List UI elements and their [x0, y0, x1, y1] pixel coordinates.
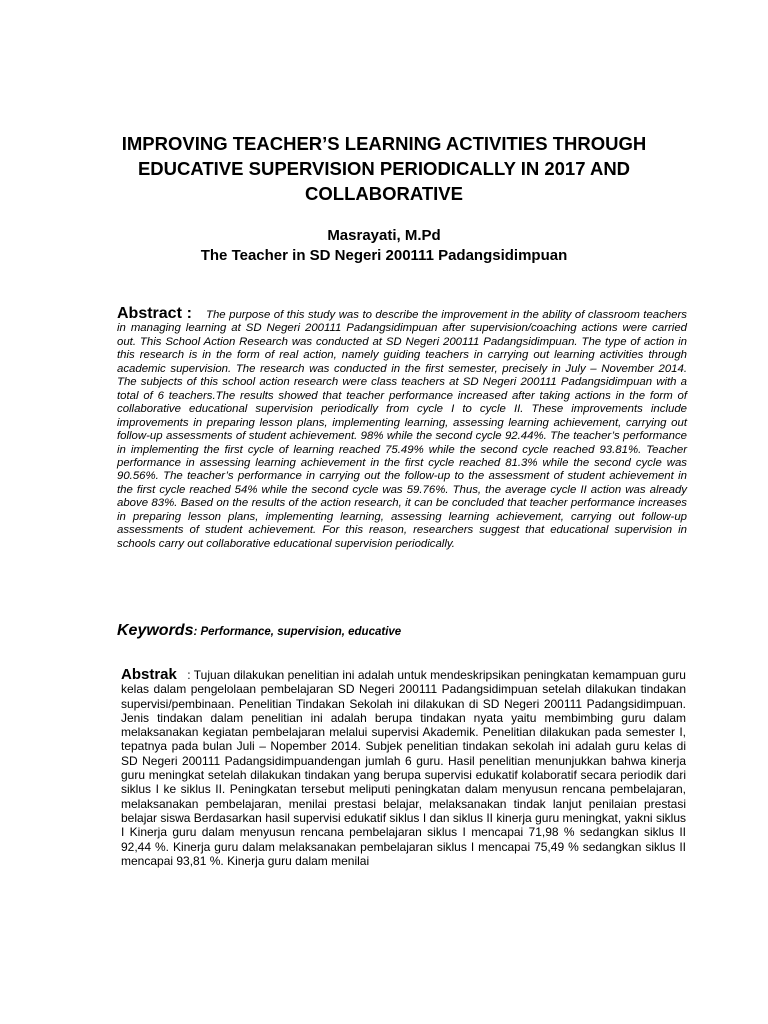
author-block: [60, 226, 708, 266]
abstract-english-heading: Abstract :: [117, 305, 193, 322]
abstract-indonesian: [121, 668, 686, 868]
keywords-heading: Keywords: [117, 622, 194, 639]
abstract-english: [117, 307, 687, 551]
title-line-2: EDUCATIVE SUPERVISION PERIODICALLY IN 2017 AND: [137, 158, 631, 179]
author-affiliation: The Teacher in SD Negeri 200111 Padangsidimpuan: [200, 247, 568, 264]
abstract-english-body: The purpose of this study was to describe the improvement in the ability of classroom teachers in managing learning at SD Negeri 200111 Padangsidimpuan after supervision/coaching actions were carried out. This School Action Research was conducted at SD Negeri 200111 Padangsidimpuan. The type of action in this research is in the form of real action, namely guiding teachers in carrying out learning activities through academic supervision. The research was conducted in the first semester, precisely in July – November 2014. The subjects of this school action research were class teachers at SD Negeri 200111 Padangsidimpuan with a total of 6 teachers.The results showed that teacher performance increased after taking actions in the form of collaborative educational supervision periodically from cycle I to cycle II. These improvements include improvements in preparing lesson plans, implementing learning, assessing learning achievement, carrying out follow-up assessments of student achievement. 98% while the second cycle 92.44%. The teacher’s performance in implementing the first cycle of learning reached 75.49% while the second cycle reached 93.81%. Teacher performance in assessing learning achievement in the first cycle reached 81.3% while the second cycle was 90.56%. The teacher’s performance in carrying out the follow-up to the assessment of student achievement in the first cycle reached 54% while the second cycle was 59.76%. Thus, the average cycle II action was already above 83%. Based on the results of the action research, it can be concluded that teacher performance increases in preparing lesson plans, implementing learning, assessing learning achievement, carrying out follow-up assessments of student achievement. For this reason, researchers suggest that educational supervision in schools carry out collaborative educational supervision periodically.: [117, 309, 687, 550]
abstract-indonesian-heading: Abstrak: [121, 666, 177, 683]
author-name: Masrayati, M.Pd: [327, 227, 441, 244]
title-line-1: IMPROVING TEACHER’S LEARNING ACTIVITIES THROUGH: [121, 133, 647, 154]
keywords-line: [117, 620, 687, 643]
keywords-body: : Performance, supervision, educative: [193, 626, 402, 638]
abstract-indonesian-body: : Tujuan dilakukan penelitian ini adalah untuk mendeskripsikan peningkatan kemampuan guru kelas dalam pengelolaan pembelajaran SD Negeri 200111 Padangsidimpuan setelah dilakukan tindakan supervisi/pembinaan. Penelitian Tindakan Sekolah ini dilakukan di SD Negeri 200111 Padangsidimpuan. Jenis tindakan dalam penelitian ini adalah berupa tindakan nyata yaitu membimbing guru dalam melaksanakan kegiatan pembelajaran melalui supervisi Akademik. Penelitian dilakukan pada semester I, tepatnya pada bulan Juli – Nopember 2014. Subjek penelitian tindakan sekolah ini adalah guru kelas di SD Negeri 200111 Padangsidimpuandengan jumlah 6 guru. Hasil penelitian menunjukkan bahwa kinerja guru meningkat setelah dilakukan tindakan yang berupa supervisi edukatif kolaboratif secara periodik dari siklus I ke siklus II. Peningkatan tersebut meliputi peningkatan dalam menyusun rencana pembelajaran, melaksanakan pembelajaran, menilai prestasi belajar, melaksanakan tindak lanjut penilaian prestasi belajar siswa Berdasarkan hasil supervisi edukatif siklus I dan siklus II kinerja guru meningkat, yakni siklus I Kinerja guru dalam menyusun rencana pembelajaran siklus I mencapai 71,98 % sedangkan siklus II 92,44 %. Kinerja guru dalam melaksanakan pembelajaran siklus I mencapai 75,49 % sedangkan siklus II mencapai 93,81 %. Kinerja guru dalam menilai: [121, 668, 686, 868]
title-line-3: COLLABORATIVE: [305, 183, 463, 204]
paper-title: [60, 131, 708, 206]
